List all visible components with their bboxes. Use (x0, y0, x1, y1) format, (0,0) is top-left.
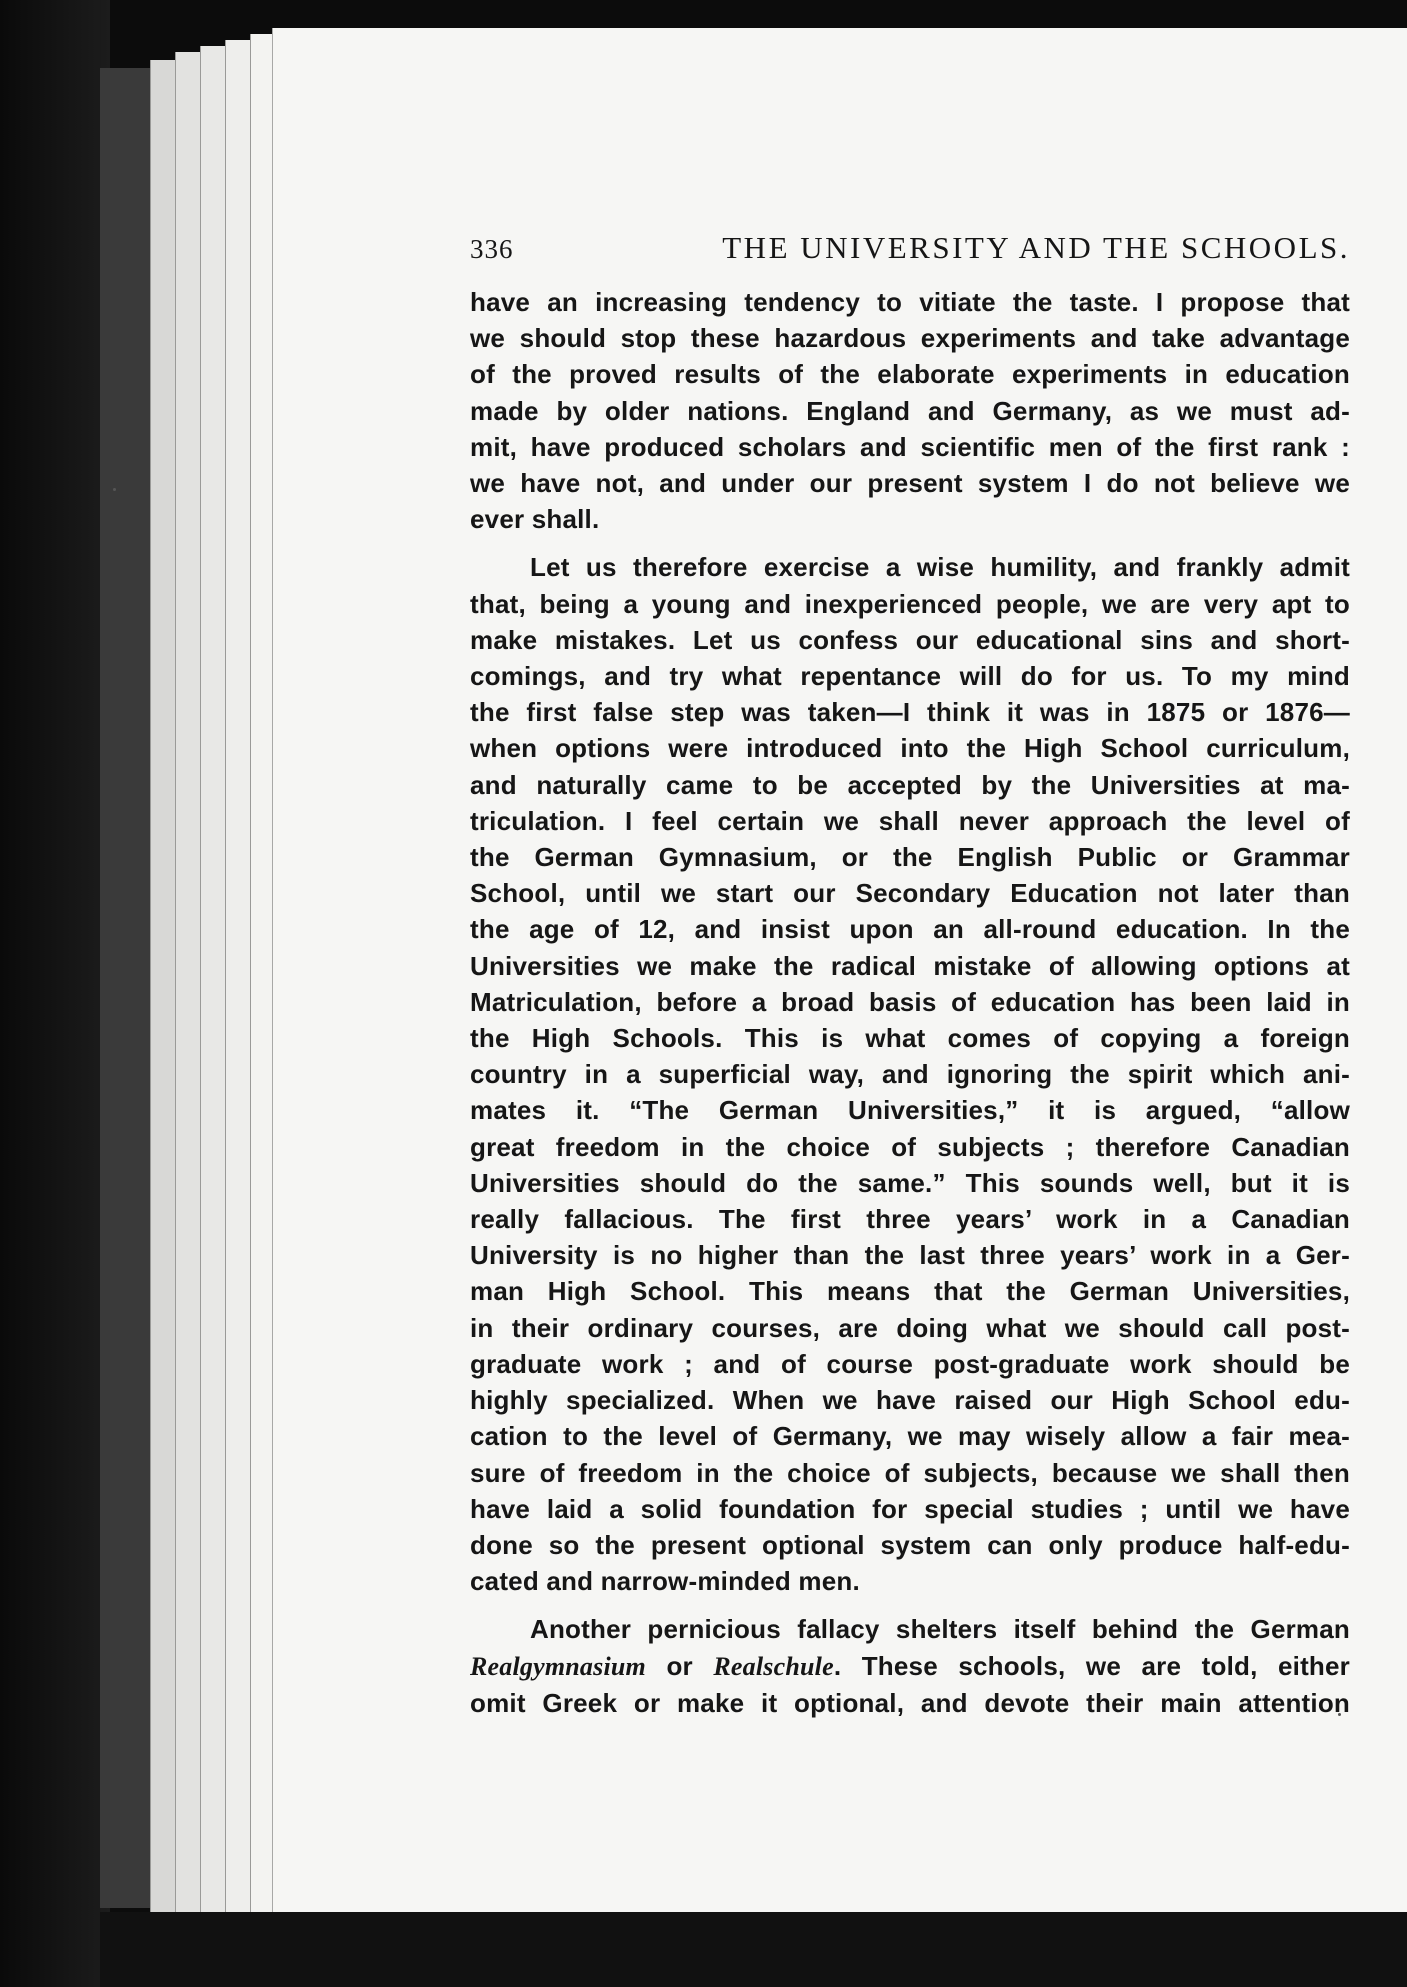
page-number: 336 (470, 234, 514, 264)
text-line: Matriculation, before a broad basis of education has been laid in (470, 986, 1350, 1017)
scan-bottom-margin (100, 1912, 1407, 1987)
text-line: really fallacious. The first three years’ work in a Canadian (470, 1204, 1350, 1235)
text-run: . These schools, we are told, either (833, 1650, 1350, 1681)
text-line: the High Schools. This is what comes of copying a foreign (470, 1023, 1350, 1054)
text-line: mit, have produced scholars and scientific men of the first rank : (470, 431, 1350, 462)
text-line: in their ordinary courses, are doing what we should call post- (470, 1312, 1350, 1343)
body-text (470, 284, 1350, 1721)
text-run: omit Greek or make it optional, and devote their main attention (470, 1687, 1350, 1718)
running-head (470, 230, 1350, 266)
text-line: sure of freedom in the choice of subjects, because we shall then (470, 1457, 1350, 1488)
text-line: mates it. “The German Universities,” it is argued, “allow (470, 1095, 1350, 1126)
text-line: we have not, and under our present system I do not believe we (470, 468, 1350, 499)
page-text (470, 230, 1350, 1721)
running-title: THE UNIVERSITY AND THE SCHOOLS. (722, 230, 1350, 265)
text-line: triculation. I feel certain we shall never approach the level of (470, 805, 1350, 836)
text-line: University is no higher than the last three years’ work in a Ger- (470, 1240, 1350, 1271)
scan-left-margin (0, 0, 110, 1987)
text-line: have laid a solid foundation for special studies ; until we have (470, 1493, 1350, 1524)
paragraph (470, 549, 1350, 1599)
text-run: Another pernicious fallacy shelters itself behind the German (530, 1614, 1350, 1645)
text-line: when options were introduced into the High School curriculum, (470, 733, 1350, 764)
text-line (470, 1611, 1350, 1647)
text-line: made by older nations. England and Germany, as we must ad- (470, 395, 1350, 426)
text-line: country in a superficial way, and ignoring the spirit which ani- (470, 1059, 1350, 1090)
text-line: we should stop these hazardous experiments and take advantage (470, 323, 1350, 354)
text-line: have an increasing tendency to vitiate the taste. I propose that (470, 287, 1350, 317)
text-line: the age of 12, and insist upon an all-round education. In the (470, 914, 1350, 945)
text-line: that, being a young and inexperienced people, we are very apt to (470, 588, 1350, 619)
text-line: great freedom in the choice of subjects ; therefore Canadian (470, 1131, 1350, 1162)
paragraph (470, 1611, 1350, 1721)
text-line: man High School. This means that the German Universities, (470, 1276, 1350, 1307)
text-line: Let us therefore exercise a wise humility, and frankly admit (530, 552, 1350, 583)
text-line (470, 1685, 1350, 1721)
text-line: graduate work ; and of course post-graduate work should be (470, 1348, 1350, 1379)
text-line: cated and narrow-minded men. (470, 1566, 860, 1597)
text-line: ever shall. (470, 504, 600, 535)
text-line: of the proved results of the elaborate experiments in education (470, 359, 1350, 390)
text-line: done so the present optional system can only produce half-edu- (470, 1529, 1350, 1560)
text-run: or (645, 1650, 714, 1681)
text-line (470, 1648, 1350, 1685)
text-line: and naturally came to be accepted by the Universities at ma- (470, 769, 1350, 800)
text-line: Universities should do the same.” This sounds well, but it is (470, 1167, 1350, 1198)
paragraph (470, 284, 1350, 537)
text-line: School, until we start our Secondary Education not later than (470, 878, 1350, 909)
text-line: the first false step was taken—I think it was in 1875 or 1876— (470, 697, 1350, 728)
italic-term: Realschule (713, 1651, 834, 1681)
text-line: cation to the level of Germany, we may wisely allow a fair mea- (470, 1421, 1350, 1452)
text-line: the German Gymnasium, or the English Public or Grammar (470, 842, 1350, 873)
italic-term: Realgymnasium (470, 1651, 646, 1681)
text-line: highly specialized. When we have raised our High School edu- (470, 1385, 1350, 1416)
text-line: Universities we make the radical mistake of allowing options at (470, 950, 1350, 981)
text-line: comings, and try what repentance will do for us. To my mind (470, 661, 1350, 692)
text-line: make mistakes. Let us confess our educational sins and short- (470, 624, 1350, 655)
scan-speck (113, 488, 116, 491)
